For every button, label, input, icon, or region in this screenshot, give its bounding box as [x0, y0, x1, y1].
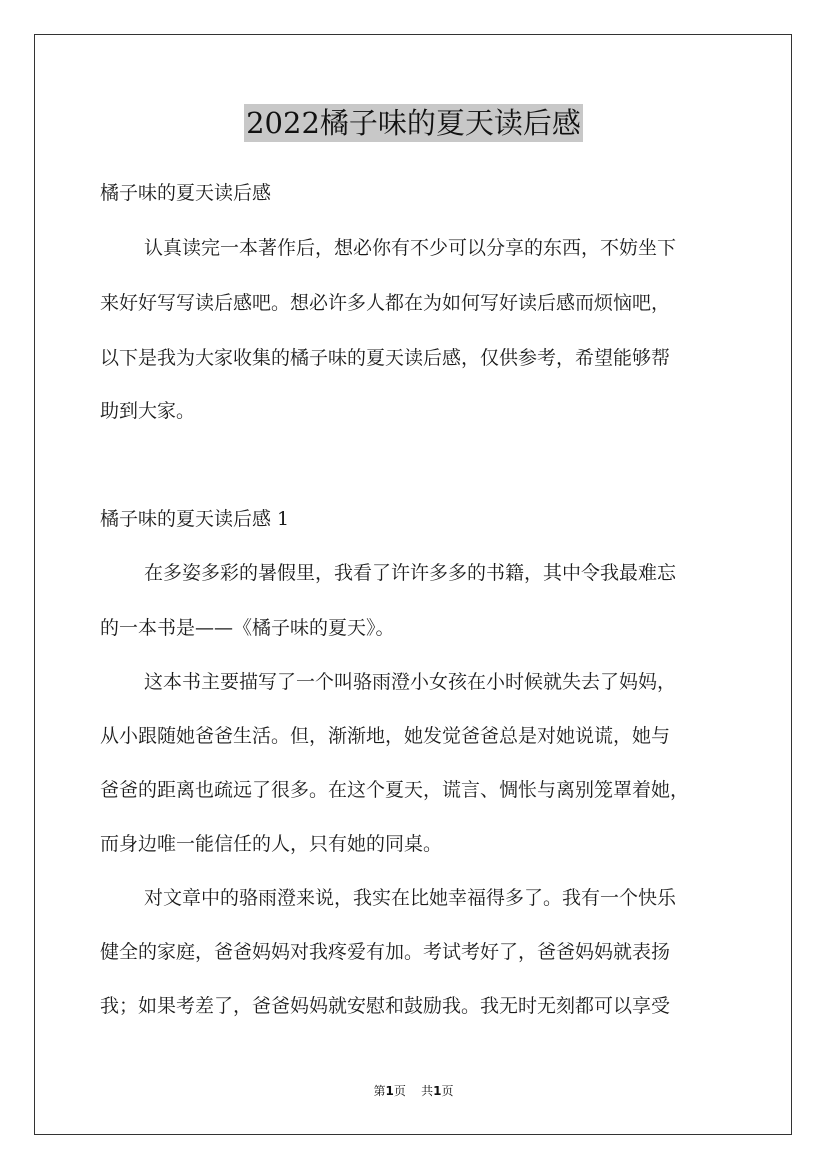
paragraph3-line: 健全的家庭，爸爸妈妈对我疼爱有加。考试考好了，爸爸妈妈就表扬 [100, 941, 671, 963]
paragraph1-line: 在多姿多彩的暑假里，我看了许许多多的书籍，其中令我最难忘 [144, 562, 677, 584]
paragraph2-line: 这本书主要描写了一个叫骆雨澄小女孩在小时候就失去了妈妈， [144, 671, 677, 693]
paragraph2-line: 而身边唯一能信任的人，只有她的同桌。 [100, 833, 443, 855]
total-pages: 1 [433, 1084, 442, 1098]
page-footer [0, 1083, 827, 1099]
page-indicator [373, 1084, 405, 1098]
total-suffix: 页 [441, 1084, 454, 1098]
page-prefix: 第 [373, 1084, 386, 1098]
paragraph1-line: 的一本书是——《橘子味的夏天》。 [100, 617, 395, 639]
intro-line: 助到大家。 [100, 400, 196, 422]
total-indicator [421, 1084, 453, 1098]
document-title [0, 104, 827, 142]
paragraph2-line: 爸爸的距离也疏远了很多。在这个夏天，谎言、惆怅与离别笼罩着她， [100, 779, 690, 801]
intro-line: 认真读完一本著作后，想必你有不少可以分享的东西，不妨坐下 [144, 237, 677, 259]
paragraph2-line: 从小跟随她爸爸生活。但，渐渐地，她发觉爸爸总是对她说谎，她与 [100, 725, 671, 747]
document-title-text: 2022橘子味的夏天读后感 [246, 106, 581, 140]
intro-line: 来好好写写读后感吧。想必许多人都在为如何写好读后感而烦恼吧， [100, 292, 671, 314]
page-number: 1 [385, 1084, 394, 1098]
section-heading: 橘子味的夏天读后感 1 [100, 508, 290, 530]
paragraph3-line: 我；如果考差了，爸爸妈妈就安慰和鼓励我。我无时无刻都可以享受 [100, 995, 671, 1017]
paragraph3-line: 对文章中的骆雨澄来说，我实在比她幸福得多了。我有一个快乐 [144, 887, 677, 909]
document-subtitle: 橘子味的夏天读后感 [100, 182, 272, 204]
intro-line: 以下是我为大家收集的橘子味的夏天读后感，仅供参考，希望能够帮 [100, 347, 671, 369]
total-prefix: 共 [421, 1084, 434, 1098]
page-suffix: 页 [393, 1084, 406, 1098]
